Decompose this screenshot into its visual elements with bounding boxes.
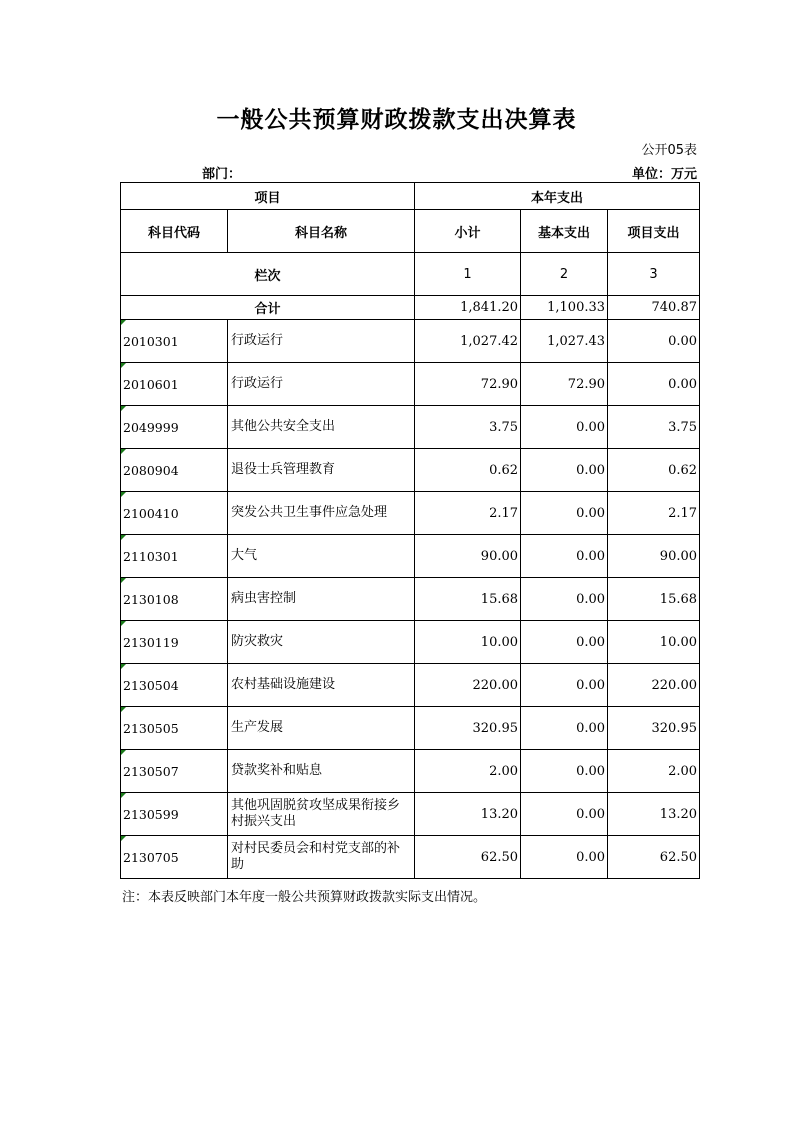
- basic-cell: 0.00: [521, 836, 608, 879]
- cell-marker-icon: [121, 449, 126, 454]
- cell-marker-icon: [121, 406, 126, 411]
- table-row: [121, 750, 700, 793]
- code-cell: [121, 664, 228, 707]
- cell-marker-icon: [121, 621, 126, 626]
- name-cell: 农村基础设施建设: [228, 664, 415, 707]
- subtotal-cell: 3.75: [415, 406, 521, 449]
- table-row: [121, 406, 700, 449]
- basic-cell: 0.00: [521, 449, 608, 492]
- project-cell: 13.20: [608, 793, 700, 836]
- name-cell: 行政运行: [228, 363, 415, 406]
- subtotal-cell: 2.17: [415, 492, 521, 535]
- table-row: [121, 578, 700, 621]
- project-cell: 2.17: [608, 492, 700, 535]
- header-name: 科目名称: [228, 210, 415, 253]
- code-cell: [121, 492, 228, 535]
- cell-marker-icon: [121, 320, 126, 325]
- table-row: [121, 836, 700, 879]
- project-cell: 0.00: [608, 320, 700, 363]
- form-number: 公开05表: [641, 143, 697, 158]
- code-text: 2130119: [123, 634, 179, 650]
- table-row: [121, 449, 700, 492]
- project-cell: 90.00: [608, 535, 700, 578]
- total-row: [121, 296, 700, 320]
- code-text: 2010301: [123, 333, 179, 349]
- cell-marker-icon: [121, 750, 126, 755]
- basic-cell: 0.00: [521, 750, 608, 793]
- name-cell: 病虫害控制: [228, 578, 415, 621]
- basic-cell: 1,027.43: [521, 320, 608, 363]
- footnote: 注：本表反映部门本年度一般公共预算财政拨款实际支出情况。: [122, 890, 487, 905]
- code-text: 2130705: [123, 849, 179, 865]
- code-text: 2130108: [123, 591, 179, 607]
- code-text: 2049999: [123, 419, 179, 435]
- project-cell: 2.00: [608, 750, 700, 793]
- code-cell: [121, 406, 228, 449]
- cell-marker-icon: [121, 793, 126, 798]
- basic-cell: 0.00: [521, 535, 608, 578]
- name-cell: 对村民委员会和村党支部的补助: [228, 836, 415, 879]
- header-code: 科目代码: [121, 210, 228, 253]
- code-cell: [121, 707, 228, 750]
- code-text: 2130599: [123, 806, 179, 822]
- code-cell: [121, 320, 228, 363]
- project-cell: 62.50: [608, 836, 700, 879]
- code-text: 2130507: [123, 763, 179, 779]
- name-cell: 防灾救灾: [228, 621, 415, 664]
- cell-marker-icon: [121, 492, 126, 497]
- code-text: 2010601: [123, 376, 179, 392]
- basic-cell: 0.00: [521, 492, 608, 535]
- subtotal-cell: 62.50: [415, 836, 521, 879]
- cell-marker-icon: [121, 535, 126, 540]
- code-cell: [121, 449, 228, 492]
- code-cell: [121, 363, 228, 406]
- basic-cell: 0.00: [521, 621, 608, 664]
- table-row: [121, 535, 700, 578]
- header-item: 项目: [121, 183, 415, 210]
- code-cell: [121, 535, 228, 578]
- subtotal-cell: 2.00: [415, 750, 521, 793]
- header-basic: 基本支出: [521, 210, 608, 253]
- name-cell: 生产发展: [228, 707, 415, 750]
- name-cell: 行政运行: [228, 320, 415, 363]
- subtotal-cell: 220.00: [415, 664, 521, 707]
- total-subtotal: 1,841.20: [415, 296, 521, 320]
- index-2: 2: [521, 253, 608, 296]
- basic-cell: 0.00: [521, 664, 608, 707]
- name-cell: 退役士兵管理教育: [228, 449, 415, 492]
- project-cell: 320.95: [608, 707, 700, 750]
- project-cell: 0.00: [608, 363, 700, 406]
- table-row: [121, 707, 700, 750]
- project-cell: 10.00: [608, 621, 700, 664]
- basic-cell: 72.90: [521, 363, 608, 406]
- basic-cell: 0.00: [521, 793, 608, 836]
- header-project: 项目支出: [608, 210, 700, 253]
- header-row-1: [121, 183, 700, 210]
- name-cell: 大气: [228, 535, 415, 578]
- code-text: 2130505: [123, 720, 179, 736]
- basic-cell: 0.00: [521, 406, 608, 449]
- code-cell: [121, 578, 228, 621]
- code-text: 2130504: [123, 677, 179, 693]
- name-cell: 其他巩固脱贫攻坚成果衔接乡村振兴支出: [228, 793, 415, 836]
- unit-label: 单位：万元: [631, 167, 697, 182]
- table-row: [121, 320, 700, 363]
- total-basic: 1,100.33: [521, 296, 608, 320]
- subtotal-cell: 0.62: [415, 449, 521, 492]
- table-row: [121, 793, 700, 836]
- table-row: [121, 363, 700, 406]
- project-cell: 0.62: [608, 449, 700, 492]
- code-text: 2080904: [123, 462, 179, 478]
- header-row-2: [121, 210, 700, 253]
- subtotal-cell: 320.95: [415, 707, 521, 750]
- project-cell: 220.00: [608, 664, 700, 707]
- basic-cell: 0.00: [521, 578, 608, 621]
- subtotal-cell: 10.00: [415, 621, 521, 664]
- name-cell: 突发公共卫生事件应急处理: [228, 492, 415, 535]
- name-cell: 其他公共安全支出: [228, 406, 415, 449]
- cell-marker-icon: [121, 363, 126, 368]
- table-row: [121, 664, 700, 707]
- department-label: 部门：: [202, 167, 242, 182]
- page-title: 一般公共预算财政拨款支出决算表: [216, 107, 577, 133]
- index-row: [121, 253, 700, 296]
- subtotal-cell: 15.68: [415, 578, 521, 621]
- code-cell: [121, 621, 228, 664]
- code-cell: [121, 793, 228, 836]
- project-cell: 15.68: [608, 578, 700, 621]
- cell-marker-icon: [121, 664, 126, 669]
- subtotal-cell: 72.90: [415, 363, 521, 406]
- subtotal-cell: 1,027.42: [415, 320, 521, 363]
- expenditure-table: [120, 182, 700, 879]
- project-cell: 3.75: [608, 406, 700, 449]
- cell-marker-icon: [121, 836, 126, 841]
- header-current-year: 本年支出: [415, 183, 700, 210]
- cell-marker-icon: [121, 578, 126, 583]
- table-row: [121, 621, 700, 664]
- code-cell: [121, 836, 228, 879]
- code-text: 2110301: [123, 548, 179, 564]
- index-3: 3: [608, 253, 700, 296]
- index-1: 1: [415, 253, 521, 296]
- subtotal-cell: 13.20: [415, 793, 521, 836]
- table-row: [121, 492, 700, 535]
- basic-cell: 0.00: [521, 707, 608, 750]
- subtotal-cell: 90.00: [415, 535, 521, 578]
- code-cell: [121, 750, 228, 793]
- total-label: 合计: [121, 296, 415, 320]
- name-cell: 贷款奖补和贴息: [228, 750, 415, 793]
- code-text: 2100410: [123, 505, 179, 521]
- total-project: 740.87: [608, 296, 700, 320]
- index-label: 栏次: [121, 253, 415, 296]
- header-subtotal: 小计: [415, 210, 521, 253]
- cell-marker-icon: [121, 707, 126, 712]
